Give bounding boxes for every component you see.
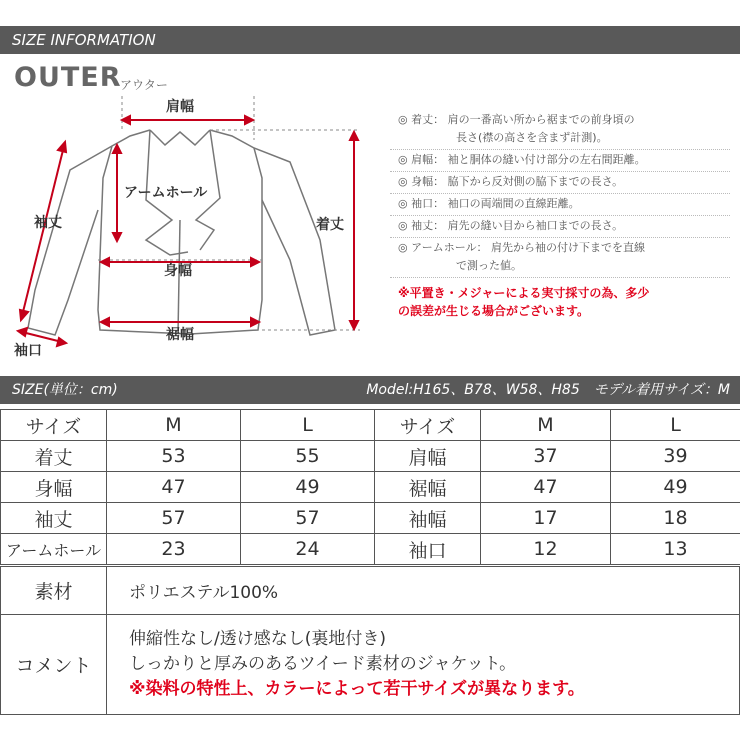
table-cell: 13 [611, 534, 740, 565]
table-cell: 47 [481, 472, 611, 503]
info-item: ◎ 肩幅： 袖と胴体の縫い付け部分の左右間距離。 [390, 150, 730, 172]
table-header-row [1, 410, 740, 441]
info-item: ◎ 袖丈： 肩先の縫い目から袖口までの長さ。 [390, 216, 730, 238]
label-cuff: 袖口 [14, 343, 42, 359]
model-info: Model:H165、B78、W58、H85 モデル着用サイズ：M [366, 382, 730, 398]
size-unit-bar [0, 376, 740, 404]
label-body: 身幅 [164, 263, 192, 279]
table-cell: 39 [611, 441, 740, 472]
table-cell: 23 [107, 534, 241, 565]
table-cell: 着丈 [1, 441, 107, 472]
label-hem: 裾幅 [166, 327, 194, 343]
table-cell: 57 [107, 503, 241, 534]
info-item: ◎ 身幅： 脇下から反対側の脇下までの長さ。 [390, 172, 730, 194]
table-cell: 裾幅 [375, 472, 481, 503]
table-header-cell: サイズ [375, 410, 481, 441]
table-row [1, 441, 740, 472]
measurement-notice: ※平置き・メジャーによる実寸採寸の為、多少 の誤差が生じる場合がございます。 [398, 286, 650, 318]
table-cell: 47 [107, 472, 241, 503]
table-header-cell: L [611, 410, 740, 441]
comment-label: コメント [1, 615, 107, 715]
label-armhole: アームホール [124, 185, 208, 201]
jacket-diagram [0, 90, 380, 370]
material-row [1, 567, 740, 615]
material-value: ポリエステル100% [107, 567, 740, 615]
table-row [1, 503, 740, 534]
label-shoulder: 肩幅 [166, 99, 194, 115]
table-cell: 24 [241, 534, 375, 565]
label-sleeve: 袖丈 [34, 215, 62, 231]
comment-row [1, 615, 740, 715]
outer-title: OUTER [14, 62, 122, 93]
table-cell: 18 [611, 503, 740, 534]
table-cell: 袖丈 [1, 503, 107, 534]
table-row [1, 472, 740, 503]
info-item: ◎ アームホール： 肩先から袖の付け下までを直線 で測った値。 [390, 238, 730, 278]
table-header-cell: M [107, 410, 241, 441]
comment-line: しっかりと厚みのあるツイード素材のジャケット。 [129, 654, 517, 674]
info-item: ◎ 着丈： 肩の一番高い所から裾までの前身頃の 長さ(襟の高さを含まず計測)。 [390, 110, 730, 150]
size-table [0, 409, 740, 565]
table-cell: 49 [611, 472, 740, 503]
table-cell: 肩幅 [375, 441, 481, 472]
table-cell: 袖口 [375, 534, 481, 565]
table-cell: 57 [241, 503, 375, 534]
table-cell: 55 [241, 441, 375, 472]
size-information-header: SIZE INFORMATION [0, 26, 740, 54]
outer-subtitle: アウター [120, 78, 168, 92]
table-row [1, 534, 740, 565]
table-cell: 12 [481, 534, 611, 565]
comment-line: 伸縮性なし/透け感なし(裏地付き) [129, 629, 386, 649]
product-meta-table [0, 566, 740, 715]
info-item: ◎ 袖口： 袖口の両端間の直線距離。 [390, 194, 730, 216]
material-label: 素材 [1, 567, 107, 615]
table-cell: 身幅 [1, 472, 107, 503]
table-cell: 袖幅 [375, 503, 481, 534]
table-cell: アームホール [1, 534, 107, 565]
table-header-cell: M [481, 410, 611, 441]
size-unit-label: SIZE(単位：cm) [12, 382, 118, 398]
table-cell: 17 [481, 503, 611, 534]
table-cell: 53 [107, 441, 241, 472]
comment-value [107, 615, 740, 715]
table-cell: 49 [241, 472, 375, 503]
comment-warning: ※染料の特性上、カラーによって若干サイズが異なります。 [129, 679, 585, 699]
measurement-info [390, 110, 730, 320]
table-header-cell: サイズ [1, 410, 107, 441]
table-cell: 37 [481, 441, 611, 472]
label-length: 着丈 [316, 217, 344, 233]
table-header-cell: L [241, 410, 375, 441]
